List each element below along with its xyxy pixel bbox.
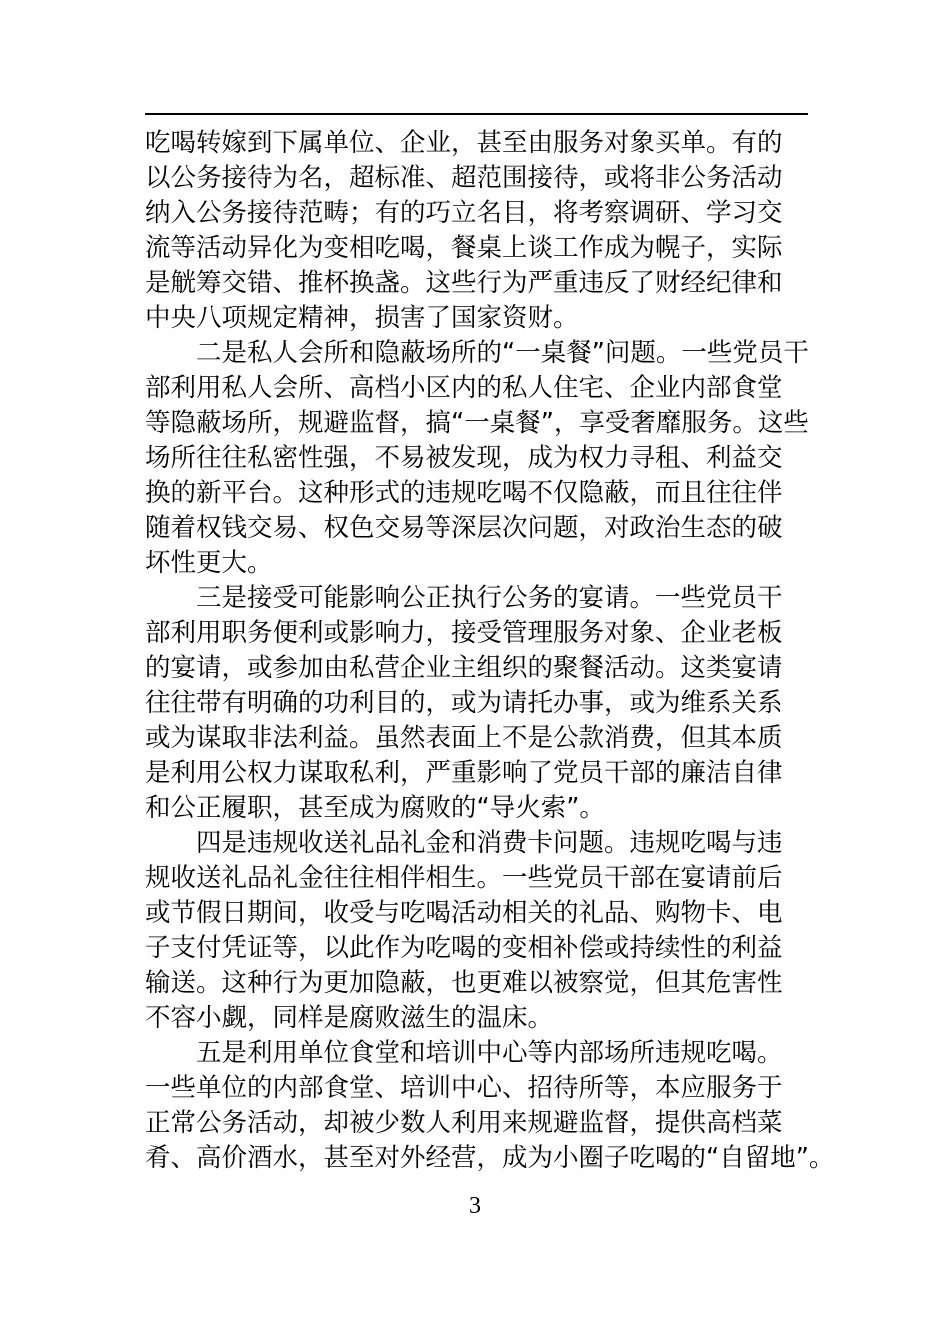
text-line: 坏性更大。 <box>145 548 273 578</box>
paragraph-start-line: 五是利用单位食堂和培训中心等内部场所违规吃喝。 <box>196 1038 783 1068</box>
text-line: 等隐蔽场所，规避监督，搞“一桌餐”，享受奢靡服务。这些 <box>145 408 809 438</box>
paragraph-start-line: 四是违规收送礼品礼金和消费卡问题。违规吃喝与违 <box>196 828 783 858</box>
text-line: 正常公务活动，却被少数人利用来规避监督，提供高档菜 <box>145 1108 783 1138</box>
text-line: 或为谋取非法利益。虽然表面上不是公款消费，但其本质 <box>145 723 783 753</box>
text-line: 或节假日期间，收受与吃喝活动相关的礼品、购物卡、电 <box>145 898 783 928</box>
text-line: 流等活动异化为变相吃喝，餐桌上谈工作成为幌子，实际 <box>145 233 783 263</box>
text-line: 往往带有明确的功利目的，或为请托办事，或为维系关系 <box>145 688 783 718</box>
paragraph-start-line: 二是私人会所和隐蔽场所的“一桌餐”问题。一些党员干 <box>196 338 809 368</box>
text-line: 吃喝转嫁到下属单位、企业，甚至由服务对象买单。有的 <box>145 128 783 158</box>
text-line: 子支付凭证等，以此作为吃喝的变相补偿或持续性的利益 <box>145 933 783 963</box>
text-line: 部利用私人会所、高档小区内的私人住宅、企业内部食堂 <box>145 373 783 403</box>
text-line: 肴、高价酒水，甚至对外经营，成为小圈子吃喝的“自留地”。 <box>145 1143 835 1173</box>
text-line: 不容小觑，同样是腐败滋生的温床。 <box>145 1003 554 1033</box>
text-line: 是觥筹交错、推杯换盏。这些行为严重违反了财经纪律和 <box>145 268 783 298</box>
text-line: 中央八项规定精神，损害了国家资财。 <box>145 303 579 333</box>
text-line: 随着权钱交易、权色交易等深层次问题，对政治生态的破 <box>145 513 783 543</box>
paragraph-start-line: 三是接受可能影响公正执行公务的宴请。一些党员干 <box>196 583 783 613</box>
text-line: 规收送礼品礼金往往相伴相生。一些党员干部在宴请前后 <box>145 863 783 893</box>
page-number: 3 <box>469 1193 481 1219</box>
text-line: 纳入公务接待范畴；有的巧立名目，将考察调研、学习交 <box>145 198 783 228</box>
text-line: 部利用职务便利或影响力，接受管理服务对象、企业老板 <box>145 618 783 648</box>
text-line: 的宴请，或参加由私营企业主组织的聚餐活动。这类宴请 <box>145 653 783 683</box>
header-rule <box>145 113 808 115</box>
body-text <box>145 126 835 1176</box>
text-line: 一些单位的内部食堂、培训中心、招待所等，本应服务于 <box>145 1073 783 1103</box>
text-line: 是利用公权力谋取私利，严重影响了党员干部的廉洁自律 <box>145 758 783 788</box>
text-line: 和公正履职，甚至成为腐败的“导火索”。 <box>145 793 605 823</box>
text-line: 场所往往私密性强，不易被发现，成为权力寻租、利益交 <box>145 443 783 473</box>
text-line: 以公务接待为名，超标准、超范围接待，或将非公务活动 <box>145 163 783 193</box>
text-line: 换的新平台。这种形式的违规吃喝不仅隐蔽，而且往往伴 <box>145 478 783 508</box>
text-line: 输送。这种行为更加隐蔽，也更难以被察觉，但其危害性 <box>145 968 783 998</box>
